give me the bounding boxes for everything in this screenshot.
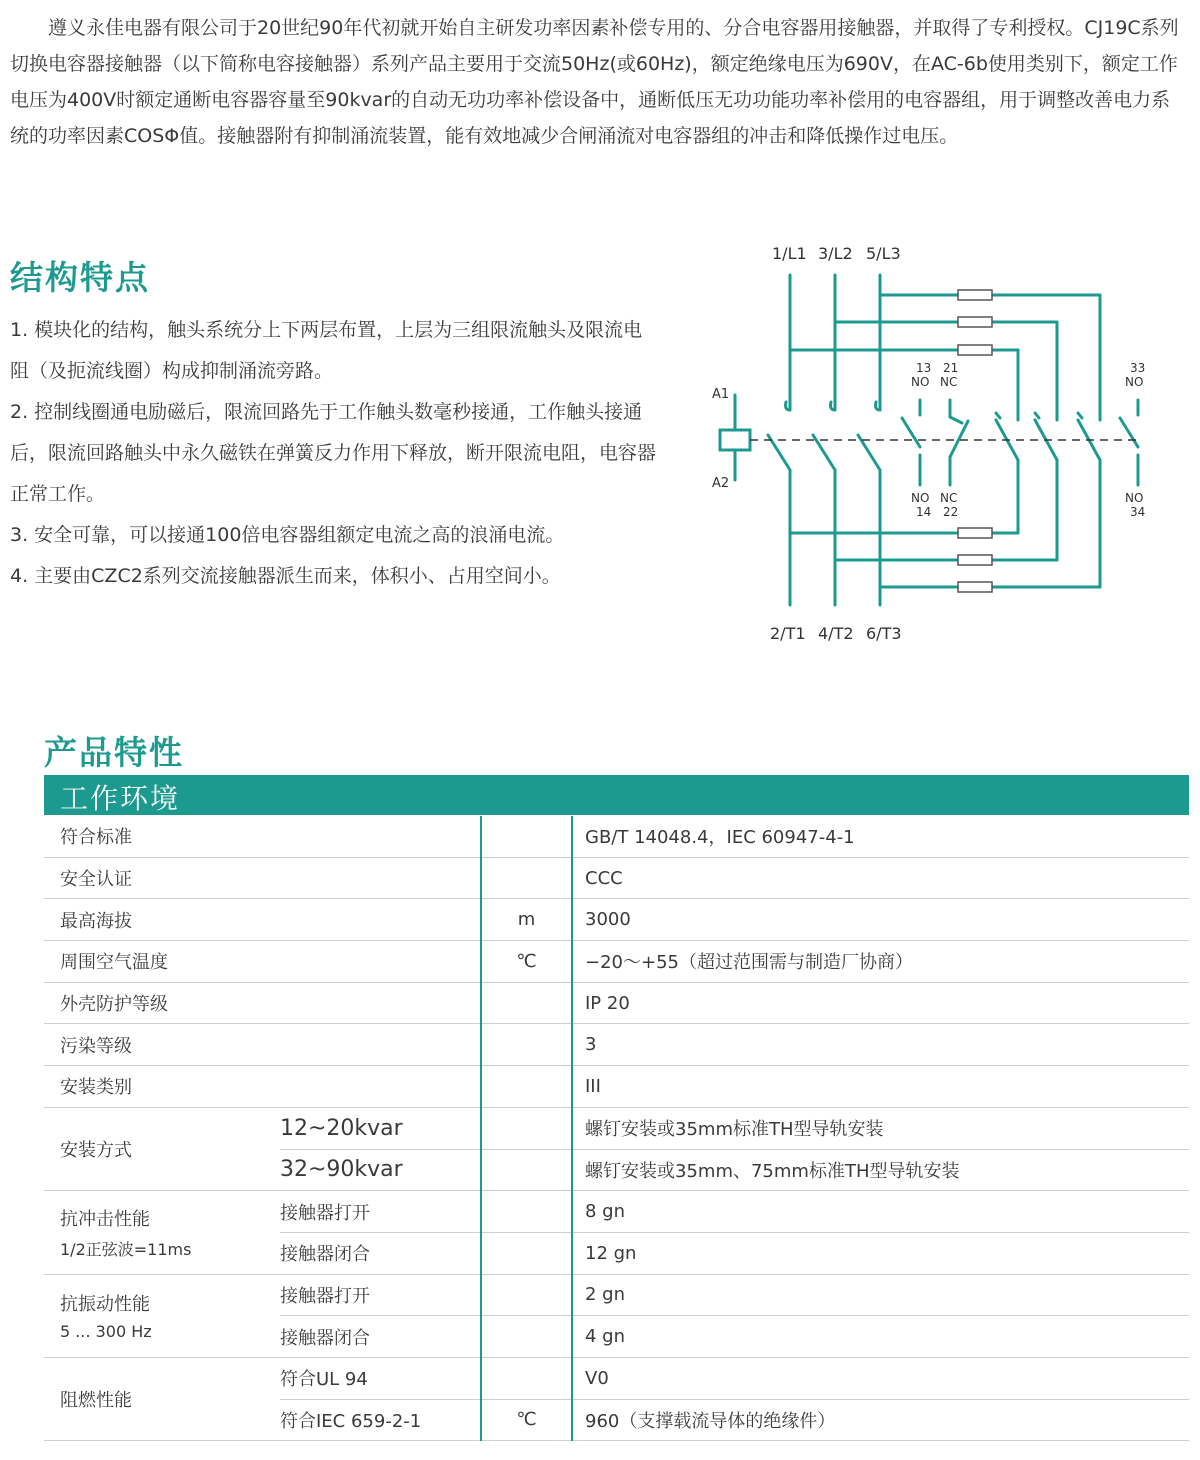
row-unit <box>481 1191 572 1233</box>
row-name-sub: 1/2正弦波=11ms <box>60 1239 192 1259</box>
row-unit <box>481 1024 572 1066</box>
table-row <box>44 1066 1189 1108</box>
spec-table <box>44 816 1189 1441</box>
terminal-t2-label: 4/T2 <box>818 624 854 643</box>
row-value: 螺钉安装或35mm、75mm标准TH型导轨安装 <box>572 1149 1189 1191</box>
row-condition <box>280 982 481 1024</box>
row-unit <box>481 1107 572 1149</box>
feature-item: 3. 安全可靠，可以接通100倍电容器组额定电流之高的浪涌电流。 <box>10 524 565 546</box>
row-unit <box>481 816 572 857</box>
aux-33-type: NO <box>1125 375 1144 389</box>
table-row <box>44 1191 1189 1233</box>
terminal-l2-label: 3/L2 <box>818 244 853 263</box>
row-value: −20～+55（超过范围需与制造厂协商） <box>572 941 1189 983</box>
row-unit: ℃ <box>481 941 572 983</box>
row-name: 外壳防护等级 <box>44 982 280 1024</box>
row-condition <box>280 899 481 941</box>
row-unit: m <box>481 899 572 941</box>
terminal-t1-label: 2/T1 <box>770 624 806 643</box>
table-row <box>44 816 1189 857</box>
row-value: 4 gn <box>572 1316 1189 1358</box>
section-title: 工作环境 <box>60 782 181 815</box>
aux-14-type: NO <box>911 491 930 505</box>
row-condition <box>280 857 481 899</box>
coil-a1-label: A1 <box>712 387 730 402</box>
product-heading: 产品特性 <box>44 733 184 772</box>
aux-34-number: 34 <box>1130 505 1146 519</box>
feature-item: 2. 控制线圈通电励磁后，限流回路先于工作触头数毫秒接通，工作触头接通后，限流回路触头中永久磁铁在弹簧反力作用下释放，断开限流电阻，电容器正常工作。 <box>10 401 657 505</box>
feature-item: 1. 模块化的结构，触头系统分上下两层布置，上层为三组限流触头及限流电阻（及扼流线圈）构成抑制涌流旁路。 <box>10 319 643 382</box>
table-row <box>44 899 1189 941</box>
table-row <box>44 941 1189 983</box>
row-unit: ℃ <box>481 1399 572 1441</box>
row-value: GB/T 14048.4，IEC 60947-4-1 <box>572 816 1189 857</box>
row-value: 2 gn <box>572 1274 1189 1316</box>
row-value: IP 20 <box>572 982 1189 1024</box>
row-name-group <box>44 1191 280 1274</box>
row-name: 安全认证 <box>44 857 280 899</box>
row-condition: 12~20kvar <box>280 1107 481 1149</box>
row-name: 抗振动性能 <box>60 1294 150 1316</box>
row-name: 符合标准 <box>44 816 280 857</box>
coil-a2-label: A2 <box>712 476 730 491</box>
section-bar <box>44 775 1189 815</box>
row-value: 12 gn <box>572 1232 1189 1274</box>
row-condition: 接触器打开 <box>280 1191 481 1233</box>
aux-34-type: NO <box>1125 491 1144 505</box>
row-value: 8 gn <box>572 1191 1189 1233</box>
aux-21-number: 21 <box>943 361 959 375</box>
row-value: 3000 <box>572 899 1189 941</box>
row-name: 阻燃性能 <box>44 1357 280 1440</box>
aux-22-type: NC <box>940 491 958 505</box>
row-name: 安装方式 <box>44 1107 280 1190</box>
aux-22-number: 22 <box>943 505 959 519</box>
row-name: 最高海拔 <box>44 899 280 941</box>
row-value: III <box>572 1066 1189 1108</box>
row-value: 螺钉安装或35mm标准TH型导轨安装 <box>572 1107 1189 1149</box>
row-name-sub: 5 ... 300 Hz <box>60 1322 152 1342</box>
row-unit <box>481 1316 572 1358</box>
row-name: 周围空气温度 <box>44 941 280 983</box>
row-value: V0 <box>572 1357 1189 1399</box>
row-value: 960（支撑载流导体的绝缘件） <box>572 1399 1189 1441</box>
intro-paragraph: 遵义永佳电器有限公司于20世纪90年代初就开始自主研发功率因素补偿专用的、分合电容器用接触器，并取得了专利授权。CJ19C系列切换电容器接触器（以下简称电容接触器）系列产品主要用于交流50Hz(或60Hz)，额定绝缘电压为690V，在AC-6b使用类别下，额定工作电压为400V时额定通断电容器容量至90kvar的自动无功功率补偿设备中，通断低压无功功能功率补偿用的电容器组，用于调整改善电力系统的功率因素COSΦ值。接触器附有抑制涌流装置，能有效地减少合闸涌流对电容器组的冲击和降低操作过电压。 <box>10 17 1179 147</box>
row-condition <box>280 1024 481 1066</box>
row-unit <box>481 1357 572 1399</box>
table-row <box>44 982 1189 1024</box>
aux-33-number: 33 <box>1130 361 1146 375</box>
row-condition: 接触器闭合 <box>280 1316 481 1358</box>
row-name: 抗冲击性能 <box>60 1208 150 1230</box>
row-condition: 32~90kvar <box>280 1149 481 1191</box>
row-unit <box>481 857 572 899</box>
feature-item: 4. 主要由CZC2系列交流接触器派生而来，体积小、占用空间小。 <box>10 565 561 587</box>
feature-list <box>10 310 660 597</box>
table-row <box>44 1024 1189 1066</box>
row-unit <box>481 1232 572 1274</box>
row-unit <box>481 1274 572 1316</box>
row-unit <box>481 1066 572 1108</box>
row-name: 污染等级 <box>44 1024 280 1066</box>
row-condition: 接触器闭合 <box>280 1232 481 1274</box>
row-value: CCC <box>572 857 1189 899</box>
row-value: 3 <box>572 1024 1189 1066</box>
row-condition <box>280 1066 481 1108</box>
terminal-l1-label: 1/L1 <box>772 244 807 263</box>
aux-14-number: 14 <box>916 505 932 519</box>
aux-21-type: NC <box>940 375 958 389</box>
row-name: 安装类别 <box>44 1066 280 1108</box>
terminal-l3-label: 5/L3 <box>866 244 901 263</box>
wiring-diagram <box>700 235 1170 655</box>
row-name-group <box>44 1274 280 1357</box>
table-row <box>44 857 1189 899</box>
table-row <box>44 1357 1189 1399</box>
structure-heading: 结构特点 <box>10 258 150 297</box>
table-row <box>44 1274 1189 1316</box>
terminal-t3-label: 6/T3 <box>866 624 902 643</box>
row-condition: 接触器打开 <box>280 1274 481 1316</box>
table-row <box>44 1107 1189 1149</box>
row-condition <box>280 941 481 983</box>
row-condition: 符合IEC 659-2-1 <box>280 1399 481 1441</box>
aux-13-type: NO <box>911 375 930 389</box>
row-unit <box>481 982 572 1024</box>
row-unit <box>481 1149 572 1191</box>
row-condition <box>280 816 481 857</box>
aux-13-number: 13 <box>916 361 932 375</box>
row-condition: 符合UL 94 <box>280 1357 481 1399</box>
